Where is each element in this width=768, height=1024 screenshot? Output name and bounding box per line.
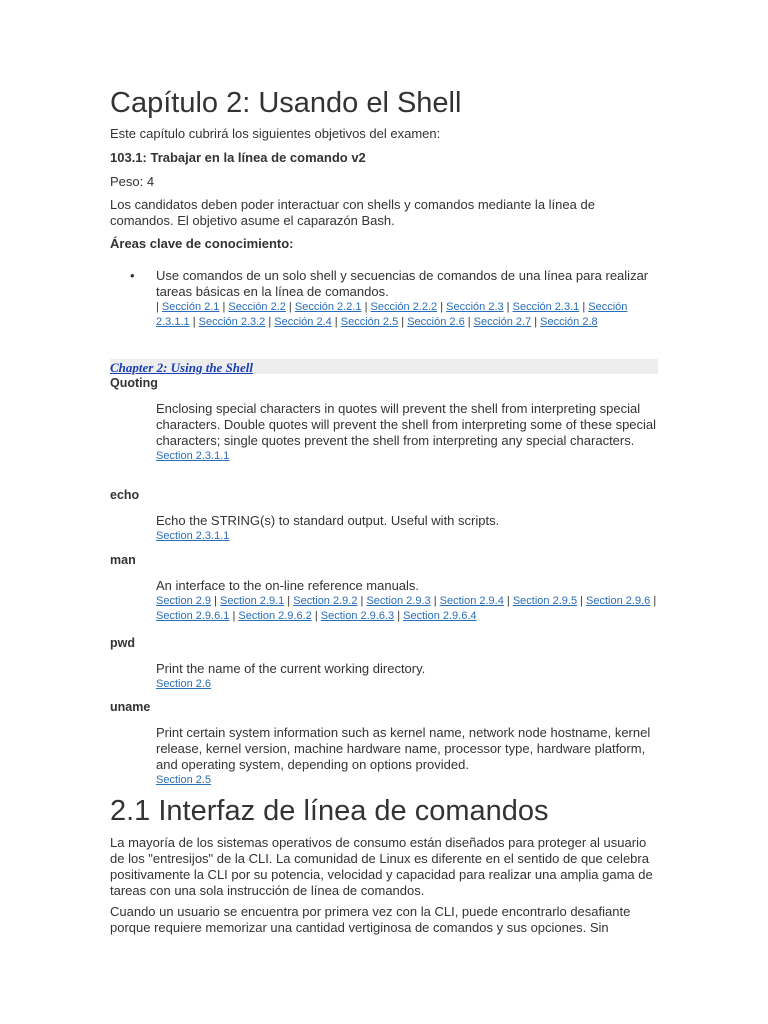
section-link[interactable]: Section 2.5 bbox=[156, 774, 212, 786]
objective-heading: 103.1: Trabajar en la línea de comando v2 bbox=[110, 150, 366, 165]
section-link[interactable]: Section 2.9.6.1 bbox=[156, 610, 230, 622]
term-pwd: pwd bbox=[110, 636, 135, 650]
section-link[interactable]: Sección 2.8 bbox=[540, 316, 598, 328]
term-definition bbox=[156, 513, 660, 544]
term-description: An interface to the on-line reference manuals. bbox=[156, 578, 420, 593]
chapter-banner bbox=[110, 359, 658, 374]
section-link[interactable]: Sección 2.7 bbox=[473, 316, 532, 328]
key-areas-heading: Áreas clave de conocimiento: bbox=[110, 236, 294, 251]
section-link[interactable]: Sección 2.4 bbox=[274, 316, 332, 328]
section-link[interactable]: Sección 2.2 bbox=[228, 301, 286, 313]
bullet-text: Use comandos de un solo shell y secuencias de comandos de una línea para realizar tareas básicas en la línea de comandos. bbox=[156, 268, 649, 299]
section-link[interactable]: Section 2.3.1.1 bbox=[156, 530, 230, 542]
section-link[interactable]: Sección 2.3.1.1 bbox=[156, 301, 628, 328]
term-man: man bbox=[110, 553, 136, 567]
term-description: Print the name of the current working directory. bbox=[156, 661, 426, 676]
term-description: Enclosing special characters in quotes will prevent the shell from interpreting special characters. Double quotes will prevent the shell from interpreting some of these special characters; single quotes prevent the shell from interpreting any special characters. bbox=[156, 401, 657, 448]
chapter-title: Capítulo 2: Usando el Shell bbox=[110, 87, 462, 119]
paragraph-1: La mayoría de los sistemas operativos de consumo están diseñados para proteger al usuario de los "entresijos" de la CLI. La comunidad de Linux es diferente en el sentido de que celebra positivamente la CLI por su potencia, velocidad y capacidad para realizar una amplia gama de tareas con una sola instrucción de línea de comandos. bbox=[110, 835, 653, 898]
term-quoting: Quoting bbox=[110, 376, 158, 390]
section-link[interactable]: Sección 2.5 bbox=[340, 316, 399, 328]
bullet-links: | Sección 2.1 | Sección 2.2 | Sección 2.2.1 | Sección 2.2.2 | Sección 2.3 | Sección 2.3.1 | Sección 2.3.1.1 | Sección 2.3.2 | Sección 2.4 | Sección 2.5 | Sección 2.6 | Sección 2.7 | Sección 2.8 bbox=[156, 301, 628, 328]
chapter-link[interactable]: Chapter 2: Using the Shell bbox=[110, 360, 254, 375]
term-links bbox=[156, 773, 660, 788]
section-link[interactable]: Section 2.9.6.2 bbox=[238, 610, 312, 622]
section-link[interactable]: Sección 2.3.2 bbox=[198, 316, 266, 328]
section-link[interactable]: Section 2.9.4 bbox=[439, 595, 504, 607]
section-link[interactable]: Section 2.6 bbox=[156, 678, 212, 690]
term-links bbox=[156, 529, 660, 544]
bullet-dot: • bbox=[130, 268, 135, 283]
term-description: Echo the STRING(s) to standard output. Useful with scripts. bbox=[156, 513, 500, 528]
section-link[interactable]: Section 2.9.6.3 bbox=[320, 610, 395, 622]
term-echo: echo bbox=[110, 488, 140, 502]
bullet-item bbox=[156, 268, 660, 330]
section-link[interactable]: Section 2.3.1.1 bbox=[156, 450, 230, 462]
term-description: Print certain system information such as kernel name, network node hostname, kernel release, kernel version, machine hardware name, processor type, hardware platform, and operating system, depending on options provided. bbox=[156, 725, 651, 772]
term-definition bbox=[156, 725, 660, 788]
section-link[interactable]: Sección 2.3 bbox=[446, 301, 504, 313]
section-link[interactable]: Sección 2.1 bbox=[161, 301, 220, 313]
paragraph-2: Cuando un usuario se encuentra por primera vez con la CLI, puede encontrarlo desafiante porque requiere memorizar una cantidad vertiginosa de comandos y sus opciones. Sin bbox=[110, 904, 631, 935]
term-uname: uname bbox=[110, 700, 151, 714]
section-link[interactable]: Section 2.9 bbox=[156, 595, 212, 607]
section-link[interactable]: Sección 2.2.1 bbox=[294, 301, 362, 313]
section-link[interactable]: Sección 2.6 bbox=[407, 316, 465, 328]
section-link[interactable]: Section 2.9.2 bbox=[293, 595, 358, 607]
term-links bbox=[156, 449, 660, 464]
section-link[interactable]: Section 2.9.5 bbox=[512, 595, 578, 607]
description-text: Los candidatos deben poder interactuar con shells y comandos mediante la línea de comandos. El objetivo asume el caparazón Bash. bbox=[110, 197, 595, 228]
section-title: 2.1 Interfaz de línea de comandos bbox=[110, 795, 549, 827]
term-definition bbox=[156, 661, 660, 692]
term-definition bbox=[156, 401, 660, 464]
intro-text: Este capítulo cubrirá los siguientes objetivos del examen: bbox=[110, 126, 441, 141]
weight-text: Peso: 4 bbox=[110, 174, 155, 189]
section-link[interactable]: Sección 2.2.2 bbox=[370, 301, 438, 313]
section-link[interactable]: Sección 2.3.1 bbox=[512, 301, 580, 313]
section-link[interactable]: Section 2.9.6 bbox=[586, 595, 651, 607]
section-link[interactable]: Section 2.9.6.4 bbox=[403, 610, 477, 622]
term-links: Section 2.9 | Section 2.9.1 | Section 2.9.2 | Section 2.9.3 | Section 2.9.4 | Section 2.9.5 | Section 2.9.6 | Section 2.9.6.1 | Section 2.9.6.2 | Section 2.9.6.3 | Section 2.9.6.4 bbox=[156, 595, 657, 622]
term-definition bbox=[156, 578, 660, 624]
term-links bbox=[156, 677, 660, 692]
section-link[interactable]: Section 2.9.3 bbox=[366, 595, 431, 607]
section-link[interactable]: Section 2.9.1 bbox=[220, 595, 285, 607]
